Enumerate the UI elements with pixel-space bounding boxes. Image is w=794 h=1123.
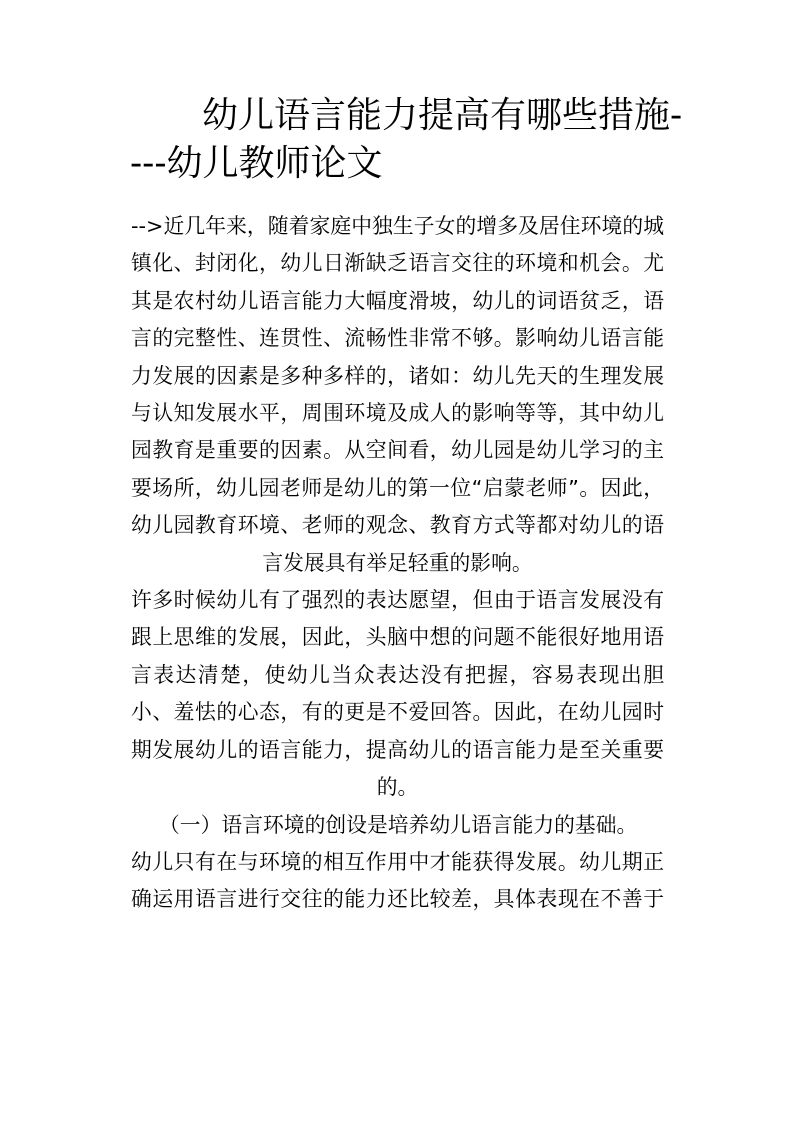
paragraph-intro: -->近几年来，随着家庭中独生子女的增多及居住环境的城镇化、封闭化，幼儿日渐缺乏语言交往的环境和机会。尤其是农村幼儿语言能力大幅度滑坡，幼儿的词语贫乏，语言的完整性、连贯性、流畅性非常不够。影响幼儿语言能力发展的因素是多种多样的，诸如：幼儿先天的生理发展与认知发展水平，周围环境及成人的影响等等，其中幼儿园教育是重要的因素。从空间看，幼儿园是幼儿学习的主要场所，幼儿园老师是幼儿的第一位“启蒙老师”。因此，幼儿园教育环境、老师的观念、教育方式等都对幼儿的语言发展具有举足轻重的影响。 xyxy=(131,214,664,575)
title-line-1: 幼儿语言能力提高有哪些措施- xyxy=(202,95,683,136)
paragraph-expression: 许多时候幼儿有了强烈的表达愿望，但由于语言发展没有跟上思维的发展，因此，头脑中想的问题不能很好地用语言表达清楚，使幼儿当众表达没有把握，容易表现出胆小、羞怯的心态，有的更是不爱回答。因此，在幼儿园时期发展幼儿的语言能力，提高幼儿的语言能力是至关重要的。 xyxy=(131,588,664,800)
document-title xyxy=(130,92,683,188)
document-body xyxy=(131,208,664,919)
title-line-2: ---幼儿教师论文 xyxy=(130,143,383,184)
paragraph-environment: 幼儿只有在与环境的相互作用中才能获得发展。幼儿期正确运用语言进行交往的能力还比较差，具体表现在不善于 xyxy=(131,849,664,912)
section-heading: （一）语言环境的创设是培养幼儿语言能力的基础。 xyxy=(159,812,638,837)
